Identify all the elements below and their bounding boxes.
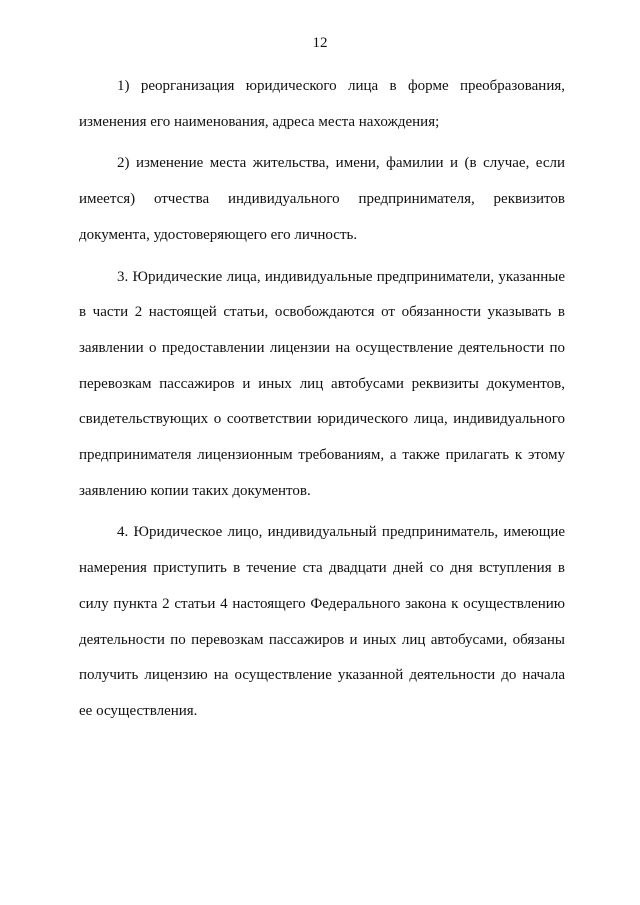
paragraph-item-1: 1) реорганизация юридического лица в форме преобразования, изменения его наименования, адреса места нахождения; [79,78,565,130]
paragraph-section-3: 3. Юридические лица, индивидуальные предприниматели, указанные в части 2 настоящей статьи, освобождаются от обязанности указывать в заявлении о предоставлении лицензии на осуществление деятельности по перевозкам пассажиров и иных лиц автобусами реквизиты документов, свидетельствующих о соответствии юридического лица, индивидуального предпринимателя лицензионным требованиям, а также прилагать к этому заявлению копии таких документов. [79,268,565,499]
paragraph-item-2: 2) изменение места жительства, имени, фамилии и (в случае, если имеется) отчества индивидуального предпринимателя, реквизитов документа, удостоверяющего его личность. [79,155,565,243]
document-body [79,69,565,736]
paragraph-section-4: 4. Юридическое лицо, индивидуальный предприниматель, имеющие намерения приступить в течение ста двадцати дней со дня вступления в силу пункта 2 статьи 4 настоящего Федерального закона к осуществлению деятельности по перевозкам пассажиров и иных лиц автобусами, обязаны получить лицензию на осуществление указанной деятельности до начала ее осуществления. [79,524,565,719]
page-number: 12 [312,35,328,51]
